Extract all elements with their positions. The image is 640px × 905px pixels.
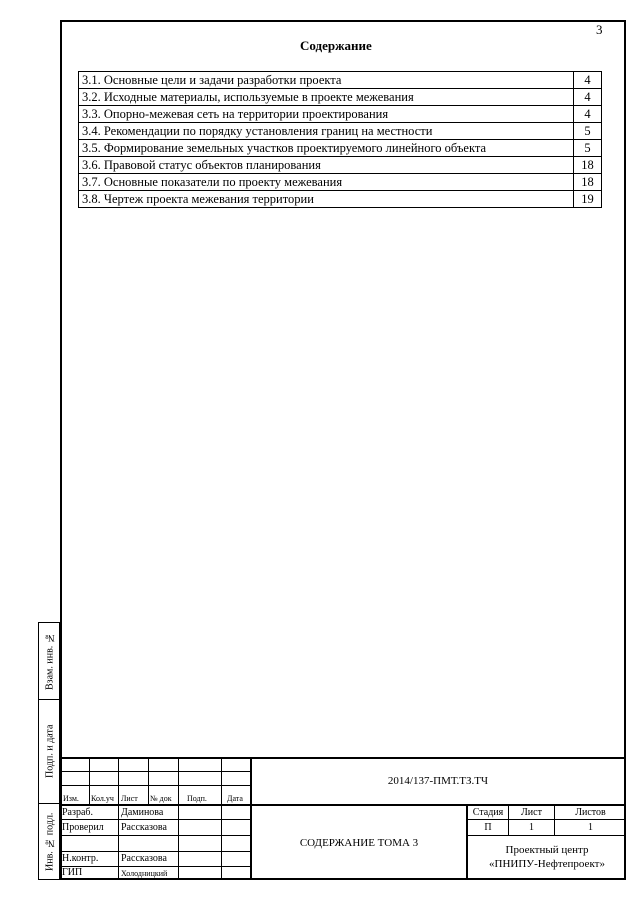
role-proveril: Проверил (62, 822, 104, 833)
doc-title: СОДЕРЖАНИЕ ТОМА 3 (299, 837, 419, 849)
org-line-1: Проектный центр (505, 844, 589, 856)
toc-entry-page: 19 (574, 191, 602, 208)
title-block (60, 757, 626, 880)
toc-entry-page: 4 (574, 106, 602, 123)
toc-entry-text: 3.2. Исходные материалы, используемые в проекте межевания (79, 89, 574, 106)
col-header-podp: Подп. (187, 794, 207, 803)
name-razrab: Даминова (121, 807, 164, 818)
toc-row (79, 89, 602, 106)
role-razrab: Разраб. (62, 807, 93, 818)
sheets-value: 1 (588, 822, 593, 833)
toc-entry-page: 4 (574, 89, 602, 106)
stage-label: Стадия (472, 807, 504, 818)
col-header-kol-uch: Кол.уч (91, 794, 114, 803)
name-proveril: Рассказова (121, 822, 167, 833)
toc-row (79, 157, 602, 174)
toc-entry-text: 3.1. Основные цели и задачи разработки проекта (79, 72, 574, 89)
page-number: 3 (596, 22, 603, 37)
toc-row (79, 191, 602, 208)
role-nkontr: Н.контр. (62, 853, 99, 864)
role-gip: ГИП (62, 867, 83, 878)
col-header-izm: Изм. (63, 794, 79, 803)
toc-entry-page: 5 (574, 140, 602, 157)
name-gip: Холодницкий (121, 869, 168, 878)
side-binding-column (38, 622, 60, 880)
podp-data-label: Подп. и дата (44, 724, 56, 778)
sheets-label: Листов (575, 807, 606, 818)
toc-entry-text: 3.8. Чертеж проекта межевания территории (79, 191, 574, 208)
col-header-list: Лист (121, 794, 138, 803)
toc-row (79, 123, 602, 140)
toc-entry-text: 3.7. Основные показатели по проекту межевания (79, 174, 574, 191)
toc-entry-text: 3.6. Правовой статус объектов планирования (79, 157, 574, 174)
inv-podl-label: Инв. № подл. (44, 812, 56, 872)
col-header-data: Дата (227, 794, 243, 803)
toc-entry-page: 18 (574, 157, 602, 174)
stage-value: П (484, 822, 492, 833)
toc-row (79, 106, 602, 123)
name-nkontr: Рассказова (121, 853, 167, 864)
toc-row (79, 72, 602, 89)
toc-row (79, 174, 602, 191)
toc-entry-text: 3.4. Рекомендации по порядку установления границ на местности (79, 123, 574, 140)
page-title: Содержание (300, 38, 372, 53)
toc-entry-page: 18 (574, 174, 602, 191)
sheet-label: Лист (521, 807, 542, 818)
toc-entry-page: 5 (574, 123, 602, 140)
org-line-2: «ПНИПУ-Нефтепроект» (489, 858, 605, 870)
toc-table (78, 71, 602, 208)
document-code: 2014/137-ПМТ.ТЗ.ТЧ (387, 775, 489, 787)
toc-entry-text: 3.5. Формирование земельных участков проектируемого линейного объекта (79, 140, 574, 157)
toc-entry-page: 4 (574, 72, 602, 89)
toc-row (79, 140, 602, 157)
col-header-n-dok: № док (150, 794, 172, 803)
vzam-inv-label: Взам. инв. № (44, 632, 56, 690)
toc-entry-text: 3.3. Опорно-межевая сеть на территории проектирования (79, 106, 574, 123)
sheet-value: 1 (529, 822, 534, 833)
